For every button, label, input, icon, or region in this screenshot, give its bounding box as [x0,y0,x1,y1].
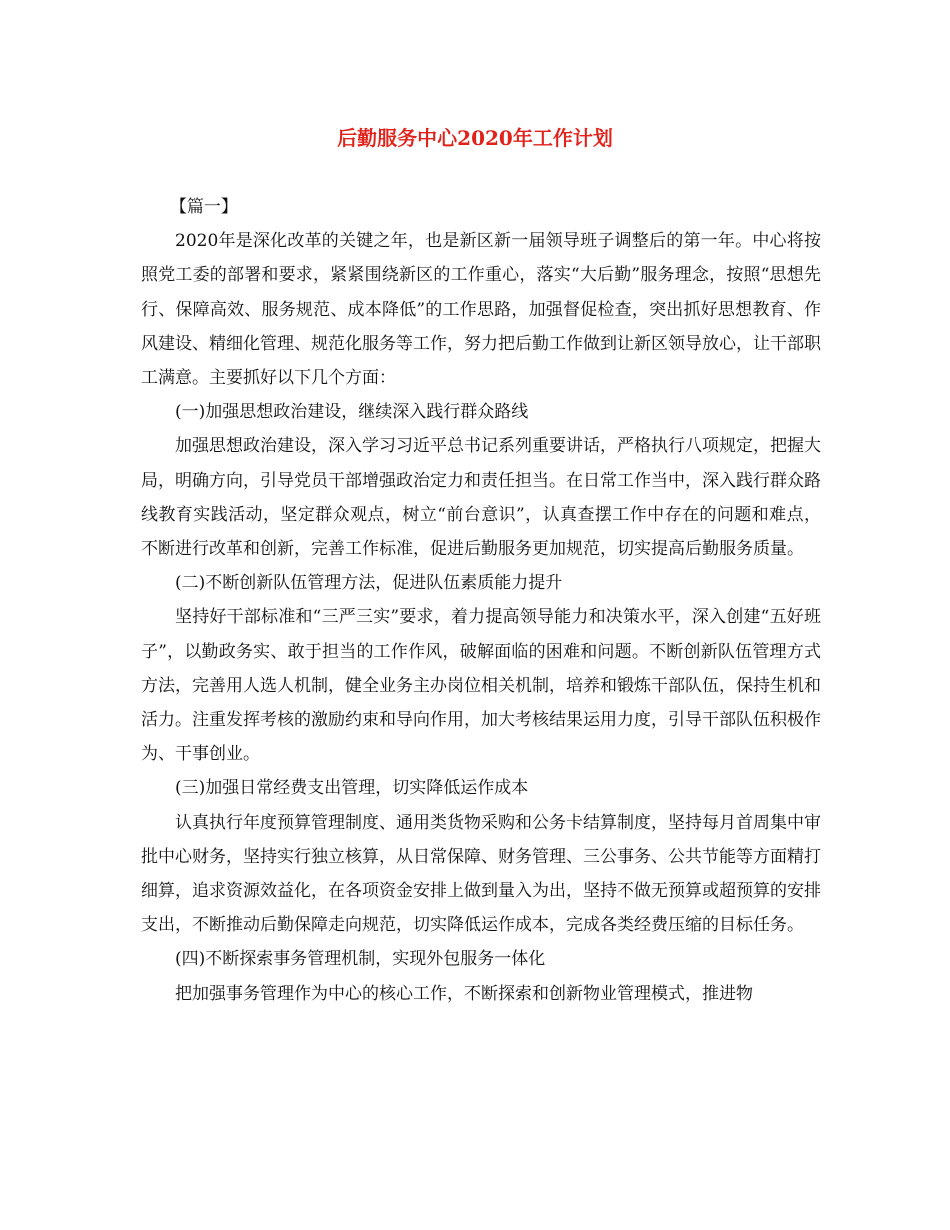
section-heading-4: (四)不断探索事务管理机制，实现外包服务一体化 [175,949,546,970]
intro-paragraph: 2020年是深化改革的关键之年，也是新区新一届领导班子调整后的第一年。中心将按照党工委的部署和要求，紧紧围绕新区的工作重心，落实“大后勤”服务理念，按照“思想先行、保障高效、服务规范、成本降低”的工作思路，加强督促检查，突出抓好思想教育、作风建设、精细化管理、规范化服务等工作，努力把后勤工作做到让新区领导放心，让干部职工满意。主要抓好以下几个方面： [141,231,821,389]
section-heading-2: (二)不断创新队伍管理方法，促进队伍素质能力提升 [175,573,563,594]
section-paragraph-4: 把加强事务管理作为中心的核心工作，不断探索和创新物业管理模式，推进物 [175,983,753,1004]
section-paragraph-2: 坚持好干部标准和“三严三实”要求，着力提高领导能力和决策水平，深入创建“五好班子”，以勤政务实、敢于担当的工作作风，破解面临的困难和问题。不断创新队伍管理方式方法，完善用人选人机制，健全业务主办岗位相关机制，培养和锻炼干部队伍，保持生机和活力。注重发挥考核的激励约束和导向作用，加大考核结果运用力度，引导干部队伍积极作为、干事创业。 [141,607,821,765]
section-label: 【篇一】 [169,197,238,217]
section-heading-1: (一)加强思想政治建设，继续深入践行群众路线 [175,402,529,423]
section-heading-3: (三)加强日常经费支出管理，切实降低运作成本 [175,778,529,799]
section-paragraph-1: 加强思想政治建设，深入学习习近平总书记系列重要讲话，严格执行八项规定，把握大局，明确方向，引导党员干部增强政治定力和责任担当。在日常工作当中，深入践行群众路线教育实践活动，坚定群众观点，树立“前台意识”，认真查摆工作中存在的问题和难点，不断进行改革和创新，完善工作标准，促进后勤服务更加规范，切实提高后勤服务质量。 [141,436,821,560]
section-paragraph-3: 认真执行年度预算管理制度、通用类货物采购和公务卡结算制度，坚持每月首周集中审批中心财务，坚持实行独立核算，从日常保障、财务管理、三公事务、公共节能等方面精打细算，追求资源效益化，在各项资金安排上做到量入为出，坚持不做无预算或超预算的安排支出，不断推动后勤保障走向规范，切实降低运作成本，完成各类经费压缩的目标任务。 [141,812,821,936]
document-body [141,190,821,1011]
document-title: 后勤服务中心2020年工作计划 [337,126,613,150]
